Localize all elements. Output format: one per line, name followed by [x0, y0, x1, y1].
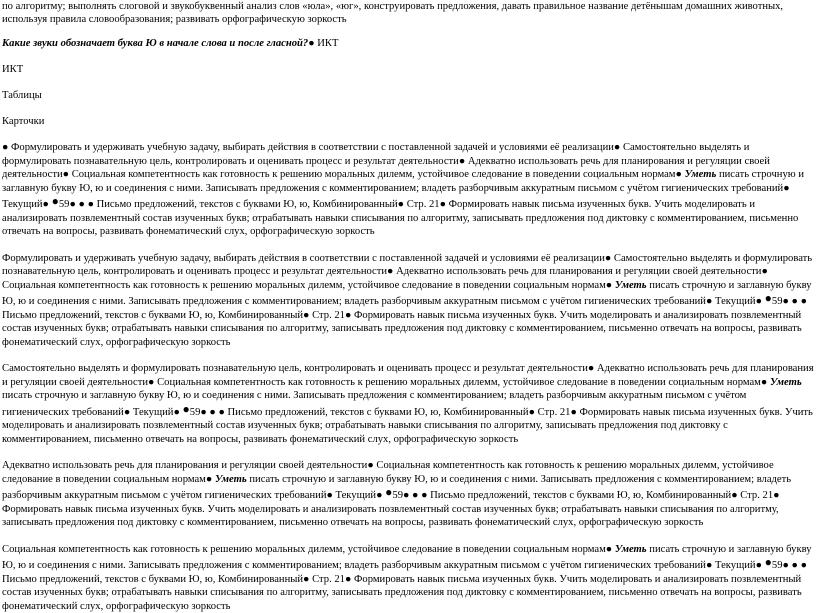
text-block-3 [2, 362, 814, 446]
question-suffix: ИКТ [317, 38, 338, 49]
bullet-mark: ● [183, 402, 190, 416]
bullet-mark: ● [765, 291, 772, 305]
list-item-cards: Карточки [2, 115, 814, 128]
text-block-4 [2, 459, 814, 530]
block-text-after: писать строчную и заглавную букву Ю, ю и соединения с ними. Записывать предложения с комментированием; владеть разборчивым аккуратным письмом с учётом гигиенических требований● Текущий● [2, 169, 804, 210]
block-text-before: ● Формулировать и удерживать учебную задачу, выбирать действия в соответствии с поставленной задачей и условиями её реализации● Самостоятельно выделять и формулировать познавательную цель, контролировать и оценивать процесс и результат деятельности● Адекватно использовать речь для планирования и регуляции своей деятельности● Социальная компетентность как готовность к решению моральных дилемм, устойчивое следование в поведении социальным нормам● [2, 142, 770, 180]
text-block-1 [2, 141, 814, 239]
text-block-paragraph [2, 459, 814, 530]
bullet-mark: ● [385, 485, 392, 499]
block-emphasis: Уметь [215, 474, 247, 485]
text-block-paragraph [2, 543, 814, 613]
block-text-after: писать строчную и заглавную букву Ю, ю и соединения с ними. Записывать предложения с комментированием; владеть разборчивым аккуратным письмом с учётом гигиенических требований● Текущий● [2, 474, 791, 502]
bullet-mark: ● [52, 194, 59, 208]
text-block-2 [2, 252, 814, 350]
bullet-mark: ● [765, 555, 772, 569]
block-emphasis: Уметь [615, 280, 647, 291]
text-block-paragraph [2, 362, 814, 446]
question-line [2, 37, 814, 50]
block-text-after: писать строчную и заглавную букву Ю, ю и соединения с ними. Записывать предложения с комментированием; владеть разборчивым аккуратным письмом с учётом гигиенических требований● Текущий● [2, 280, 812, 308]
text-block-paragraph [2, 141, 814, 239]
block-text-tail: 59● ● ● Письмо предложений, текстов с буквами Ю, ю, Комбинированный● Стр. 21● Формировать навык письма изученных букв. Учить моделировать и анализировать позвлементный состав изученных букв; отрабатывать навыки списывания по алгоритму, записывать предложения под диктовку с комментированием, письменно отвечать на вопросы, развивать фонематический слух, орфографическую зоркость [2, 296, 807, 348]
block-text-before: Самостоятельно выделять и формулировать познавательную цель, контролировать и оценивать процесс и результат деятельности● Адекватно использовать речь для планирования и регуляции своей деятельности● Социальная компетентность как готовность к решению моральных дилемм, устойчивое следование в поведении социальным нормам● [2, 363, 814, 388]
question-text: Какие звуки обозначает буква Ю в начале слова и после гласной?● [2, 38, 315, 49]
block-text-before: Адекватно использовать речь для планирования и регуляции своей деятельности● Социальная компетентность как готовность к решению моральных дилемм, устойчивое следование в поведении социальным нормам● [2, 460, 774, 485]
block-emphasis: Уметь [685, 169, 717, 180]
block-text-tail: 59● ● ● Письмо предложений, текстов с буквами Ю, ю, Комбинированный● Стр. 21● Формировать навык письма изученных букв. Учить моделировать и анализировать позвлементный состав изученных букв; отрабатывать навыки списывания по алгоритму, записывать предложения под диктовку с комментированием, письменно отвечать на вопросы, развивать фонематический слух, орфографическую зоркость [2, 490, 780, 528]
block-emphasis: Уметь [615, 544, 647, 555]
block-text-tail: 59● ● ● Письмо предложений, текстов с буквами Ю, ю, Комбинированный● Стр. 21● Формировать навык письма изученных букв. Учить моделировать и анализировать позвлементный состав изученных букв; отрабатывать навыки списывания по алгоритму, записывать предложения под диктовку с комментированием, письменно отвечать на вопросы, развивать фонематический слух, орфографическую зоркость [2, 560, 807, 612]
text-block-paragraph [2, 252, 814, 350]
text-block-5 [2, 543, 814, 613]
block-text-after: писать строчную и заглавную букву Ю, ю и соединения с ними. Записывать предложения с комментированием; владеть разборчивым аккуратным письмом с учётом гигиенических требований● Текущий● [2, 390, 746, 418]
block-text-before: Социальная компетентность как готовность к решению моральных дилемм, устойчивое следование в поведении социальным нормам● [2, 544, 612, 555]
block-emphasis: Уметь [770, 377, 802, 388]
block-text-tail: 59● ● ● Письмо предложений, текстов с буквами Ю, ю, Комбинированный● Стр. 21● Формировать навык письма изученных букв. Учить моделировать и анализировать позвлементный состав изученных букв; отрабатывать навыки списывания по алгоритму, записывать предложения под диктовку с комментированием, письменно отвечать на вопросы, развивать фонематический слух, орфографическую зоркость [2, 199, 798, 237]
block-text-after: писать строчную и заглавную букву Ю, ю и соединения с ними. Записывать предложения с комментированием; владеть разборчивым аккуратным письмом с учётом гигиенических требований● Текущий● [2, 544, 812, 572]
list-item-tables: Таблицы [2, 89, 814, 102]
block-text-before: Формулировать и удерживать учебную задачу, выбирать действия в соответствии с поставленной задачей и условиями её реализации● Самостоятельно выделять и формулировать познавательную цель, контролировать и оценивать процесс и результат деятельности● Адекватно использовать речь для планирования и регуляции своей деятельности● Социальная компетентность как готовность к решению моральных дилемм, устойчивое следование в поведении социальным нормам● [2, 253, 812, 291]
list-item-ikt: ИКТ [2, 63, 814, 76]
block-text-tail: 59● ● ● Письмо предложений, текстов с буквами Ю, ю, Комбинированный● Стр. 21● Формировать навык письма изученных букв. Учить моделировать и анализировать позвлементный состав изученных букв; отрабатывать навыки списывания по алгоритму, записывать предложения под диктовку с комментированием, письменно отвечать на вопросы, развивать фонематический слух, орфографическую зоркость [2, 407, 813, 445]
intro-paragraph: по алгоритму; выполнять слоговой и звукобуквенный анализ слов «юла», «юг», конструировать предложения, давать правильное название детёнышам домашних животных, используя правила словообразования; развивать орфографическую зоркость [2, 0, 814, 26]
